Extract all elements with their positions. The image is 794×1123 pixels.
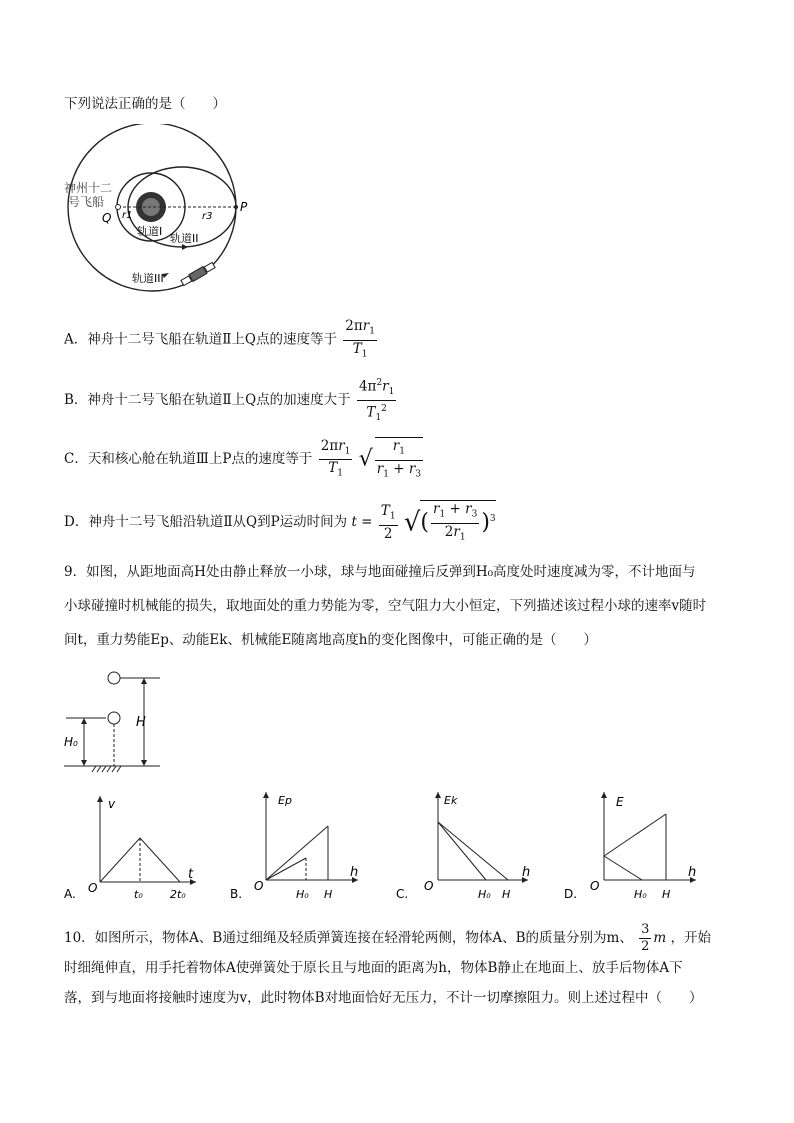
orbit3-label: 轨道III bbox=[132, 272, 164, 285]
q9-line-2: 小球碰撞时机械能的损失，取地面处的重力势能为零，空气阻力大小恒定，下列描述该过程小球的速率v随时 bbox=[64, 598, 707, 614]
graph-d bbox=[564, 786, 704, 902]
q10-line-1b: ，开始 bbox=[670, 930, 712, 946]
graph-b-ylabel: Ep bbox=[278, 794, 292, 807]
graph-b bbox=[230, 786, 370, 902]
graph-c-option: C. bbox=[396, 887, 409, 901]
graph-c bbox=[396, 786, 536, 902]
option-a-text: A．神舟十二号飞船在轨道Ⅱ上Q点的速度等于 bbox=[64, 331, 337, 348]
graph-c-tick-1: H₀ bbox=[478, 888, 491, 901]
graph-c-xlabel: h bbox=[522, 865, 531, 880]
craft-label-1: 神州十二 bbox=[64, 181, 113, 195]
orbit1-label: 轨道I bbox=[137, 225, 163, 238]
graph-d-xlabel: h bbox=[688, 865, 697, 880]
fig-h-label: H bbox=[136, 715, 146, 730]
option-b-formula: $\frac{4\pi^2r_1}{T_1^2}$ bbox=[357, 375, 396, 426]
orbit2-label: 轨道II bbox=[170, 232, 199, 245]
graph-d-origin: O bbox=[590, 879, 600, 893]
orbit-figure bbox=[62, 124, 252, 294]
graph-b-xlabel: h bbox=[350, 865, 359, 880]
point-q-label: Q bbox=[102, 211, 112, 225]
option-c-formula-1: $\frac{2\pi r_1}{T_1}$ bbox=[320, 437, 351, 479]
q10-line-1a: 10．如图所示，物体A、B通过细绳及轻质弹簧连接在轻滑轮两侧，物体A、B的质量分别为m、 bbox=[64, 930, 633, 946]
graph-d-ylabel: E bbox=[616, 795, 624, 809]
option-d: D．神舟十二号飞船沿轨道Ⅱ从Q到P运动时间为 t = $\frac{T_1}{2}$ √( $\frac{r_1 + r_3}{2r_1}$ )$^3$ bbox=[64, 500, 496, 545]
q10-mass-fraction: $\frac{3}{2}$ bbox=[641, 922, 650, 954]
graph-c-ylabel: Ek bbox=[444, 794, 458, 807]
graph-b-origin: O bbox=[254, 879, 264, 893]
graph-d-option: D. bbox=[564, 887, 578, 901]
q9-line-1: 9．如图，从距地面高H处由静止释放一小球，球与地面碰撞后反弹到H₀高度处时速度减为零，不计地面与 bbox=[64, 564, 696, 580]
graph-d-tick-2: H bbox=[662, 888, 671, 901]
option-b bbox=[64, 375, 398, 426]
option-d-text: D．神舟十二号飞船沿轨道Ⅱ从Q到P运动时间为 bbox=[64, 514, 348, 531]
option-a bbox=[64, 318, 379, 362]
graph-d-tick-1: H₀ bbox=[634, 888, 647, 901]
option-c-formula-2: $\frac{r_1}{r_1 + r_3}$ bbox=[375, 437, 423, 482]
intro-line: 下列说法正确的是（ ） bbox=[64, 96, 226, 112]
graph-a bbox=[64, 790, 204, 902]
option-c: C．天和核心舱在轨道Ⅲ上P点的速度等于 $\frac{2\pi r_1}{T_1}$ √ $\frac{r_1}{r_1 + r_3}$ bbox=[64, 437, 425, 482]
point-p-label: P bbox=[240, 200, 248, 214]
graph-a-tick-2: 2t₀ bbox=[170, 888, 186, 901]
q10-line-2: 时细绳伸直，用手托着物体A使弹簧处于原长且与地面的距离为h，物体B静止在地面上、放手后物体A下 bbox=[64, 960, 683, 976]
graph-a-origin: O bbox=[88, 881, 98, 895]
graph-b-tick-1: H₀ bbox=[296, 888, 309, 901]
option-b-text: B．神舟十二号飞船在轨道Ⅱ上Q点的加速度大于 bbox=[64, 392, 351, 409]
option-a-formula: $\frac{2\pi r_1}{T_1}$ bbox=[345, 318, 375, 360]
r3-label: r3 bbox=[202, 211, 213, 222]
graph-a-option: A. bbox=[64, 887, 76, 901]
graph-a-tick-1: t₀ bbox=[134, 888, 143, 901]
option-d-formula-2: $\frac{r_1 + r_3}{2r_1}$ bbox=[433, 501, 478, 543]
q10-line-3: 落，到与地面将接触时速度为v，此时物体B对地面恰好无压力，不计一切摩擦阻力。则上述过程中（ ） bbox=[64, 990, 703, 1006]
craft-label-2: 号飞船 bbox=[68, 195, 105, 209]
q9-line-3: 间t，重力势能Ep、动能Ek、机械能E随离地高度h的变化图像中，可能正确的是（ ） bbox=[64, 632, 598, 648]
option-d-formula-1: $\frac{T_1}{2}$ bbox=[380, 503, 396, 543]
graph-b-option: B. bbox=[230, 887, 243, 901]
q10-line-1: 10．如图所示，物体A、B通过细绳及轻质弹簧连接在轻滑轮两侧，物体A、B的质量分别为m、 $\frac{3}{2}$ m ，开始 bbox=[64, 922, 712, 954]
fig-h0-label: H₀ bbox=[64, 735, 78, 749]
graph-c-tick-2: H bbox=[502, 888, 511, 901]
option-c-text: C．天和核心舱在轨道Ⅲ上P点的速度等于 bbox=[64, 451, 313, 468]
graph-c-origin: O bbox=[424, 879, 434, 893]
graph-b-tick-2: H bbox=[324, 888, 333, 901]
r1-label: r1 bbox=[122, 210, 133, 221]
graph-a-ylabel: v bbox=[108, 797, 116, 811]
graph-a-xlabel: t bbox=[188, 867, 194, 882]
ball-drop-figure bbox=[60, 664, 170, 774]
